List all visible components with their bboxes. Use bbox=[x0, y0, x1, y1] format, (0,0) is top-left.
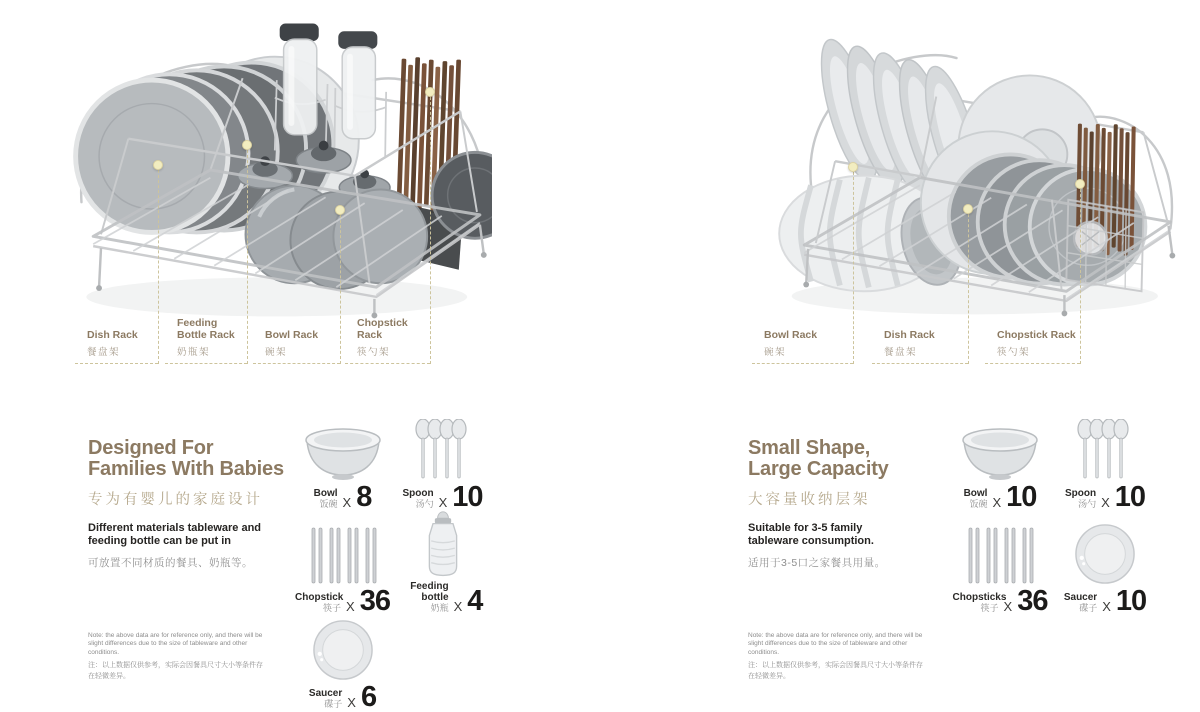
item-count: 10 bbox=[1006, 481, 1037, 514]
item-name-zh: 奶瓶 bbox=[430, 603, 449, 614]
callout-dish-rack bbox=[872, 316, 968, 364]
multiply-sign: X bbox=[346, 599, 355, 614]
leader-line bbox=[968, 209, 969, 364]
item-spoon bbox=[1055, 418, 1155, 514]
callout-feeding-bottle-rack bbox=[165, 316, 247, 364]
callout-label-zh: 餐盘架 bbox=[87, 347, 121, 358]
note-en: Note: the above data are for reference only, and there will be slight differences due to the size of tableware and other conditions. bbox=[748, 632, 923, 656]
callout-label-en: Dish Rack bbox=[884, 328, 935, 341]
leader-line bbox=[247, 145, 248, 364]
left-text-block bbox=[88, 438, 293, 570]
section-heading: Small Shape, Large Capacity bbox=[748, 437, 889, 480]
callout-dot bbox=[242, 140, 252, 150]
note-en: Note: the above data are for reference only, and there will be slight differences due to the size of tableware and other conditions. bbox=[88, 632, 263, 656]
leader-line bbox=[853, 167, 854, 364]
item-count: 10 bbox=[1115, 585, 1147, 618]
item-name: Bowl bbox=[313, 487, 338, 499]
item-name-zh: 筷子 bbox=[980, 603, 999, 614]
description-en: Suitable for 3-5 family tableware consumption. bbox=[748, 522, 874, 548]
right-capacity-grid bbox=[945, 418, 1155, 618]
right-rack-illustration bbox=[758, 0, 1182, 332]
callout-label-zh: 餐盘架 bbox=[884, 347, 918, 358]
bowl-icon bbox=[301, 425, 385, 481]
item-count: 36 bbox=[359, 585, 390, 618]
item-count: 10 bbox=[1114, 481, 1146, 514]
callout-label-en: Chopstick Rack bbox=[997, 328, 1076, 341]
section-heading: Designed For Families With Babies bbox=[88, 437, 284, 480]
description-zh: 可放置不同材质的餐具、奶瓶等。 bbox=[88, 557, 253, 570]
right-note bbox=[748, 632, 926, 682]
multiply-sign: X bbox=[438, 495, 448, 510]
item-name: Chopsticks bbox=[952, 591, 1007, 603]
callout-dot bbox=[425, 87, 435, 97]
leader-line bbox=[340, 210, 341, 364]
item-chopstick bbox=[290, 510, 395, 618]
multiply-sign: X bbox=[992, 495, 1002, 510]
note-zh: 注：以上数据仅供参考，实际会因餐具尺寸大小等条件存在轻微差异。 bbox=[88, 662, 263, 680]
chopsticks-icon bbox=[309, 527, 377, 585]
callout-dish-rack bbox=[75, 316, 158, 364]
callout-label-en: Feeding Bottle Rack bbox=[177, 317, 235, 341]
callout-chopstick-rack bbox=[345, 316, 430, 364]
leader-line bbox=[1080, 184, 1081, 364]
note-zh: 注：以上数据仅供参考，实际会因餐具尺寸大小等条件存在轻微差异。 bbox=[748, 662, 923, 680]
item-name: Bowl bbox=[963, 487, 988, 499]
item-bowl bbox=[290, 418, 395, 514]
section-heading-zh: 大容量收纳层架 bbox=[748, 492, 871, 509]
item-name: Feeding bottle bbox=[410, 581, 449, 603]
callout-dot bbox=[153, 160, 163, 170]
item-saucer bbox=[1055, 510, 1155, 618]
item-count: 36 bbox=[1017, 585, 1048, 618]
callout-label-zh: 筷勺架 bbox=[357, 347, 391, 358]
callout-chopstick-rack bbox=[985, 316, 1080, 364]
spoon-icon bbox=[414, 419, 472, 481]
item-name: Spoon bbox=[402, 487, 434, 499]
bowl-icon bbox=[958, 425, 1042, 481]
item-name: Saucer bbox=[308, 687, 343, 699]
callout-dot bbox=[335, 205, 345, 215]
feeding-bottle-icon bbox=[420, 510, 466, 577]
item-count: 10 bbox=[452, 481, 483, 514]
item-name-zh: 饭碗 bbox=[319, 499, 338, 510]
item-saucer bbox=[290, 614, 395, 710]
callout-bowl-rack bbox=[752, 316, 853, 364]
multiply-sign: X bbox=[1003, 599, 1013, 614]
callout-label-en: Bowl Rack bbox=[265, 328, 319, 341]
item-name-zh: 碟子 bbox=[1079, 603, 1098, 614]
callout-label-en: Chopstick Rack bbox=[357, 317, 408, 341]
leader-line bbox=[430, 92, 431, 364]
callout-label-zh: 碗架 bbox=[764, 347, 787, 358]
leader-line bbox=[158, 165, 159, 364]
item-name: Saucer bbox=[1063, 591, 1098, 603]
callout-label-zh: 碗架 bbox=[265, 347, 288, 358]
item-name: Chopstick bbox=[295, 591, 344, 603]
left-capacity-grid bbox=[290, 418, 490, 710]
section-heading-zh: 专为有婴儿的家庭设计 bbox=[88, 492, 263, 509]
callout-dot bbox=[848, 162, 858, 172]
callout-label-en: Dish Rack bbox=[87, 328, 138, 341]
saucer-icon bbox=[1074, 523, 1136, 585]
chopsticks-icon bbox=[966, 527, 1034, 585]
item-name-zh: 汤勺 bbox=[415, 499, 434, 510]
callout-label-zh: 奶瓶架 bbox=[177, 347, 211, 358]
left-rack-illustration bbox=[42, 2, 492, 334]
callout-dot bbox=[1075, 179, 1085, 189]
item-chopsticks bbox=[945, 510, 1055, 618]
item-name-zh: 汤勺 bbox=[1078, 499, 1097, 510]
item-count: 8 bbox=[356, 481, 372, 514]
item-spoon bbox=[395, 418, 490, 514]
item-count: 6 bbox=[360, 681, 377, 712]
multiply-sign: X bbox=[347, 695, 356, 710]
multiply-sign: X bbox=[1102, 599, 1111, 614]
item-bowl bbox=[945, 418, 1055, 514]
left-note bbox=[88, 632, 266, 682]
item-name-zh: 饭碗 bbox=[969, 499, 988, 510]
multiply-sign: X bbox=[1101, 495, 1110, 510]
callout-label-zh: 筷勺架 bbox=[997, 347, 1031, 358]
item-feeding-bottle bbox=[395, 510, 490, 618]
callout-label-en: Bowl Rack bbox=[764, 328, 818, 341]
spoon-icon bbox=[1076, 419, 1134, 481]
callout-dot bbox=[963, 204, 973, 214]
saucer-icon bbox=[312, 619, 374, 681]
item-name: Spoon bbox=[1064, 487, 1097, 499]
item-count: 4 bbox=[467, 585, 483, 618]
callout-bowl-rack bbox=[253, 316, 340, 364]
right-text-block bbox=[748, 438, 953, 570]
item-name-zh: 筷子 bbox=[323, 603, 342, 614]
multiply-sign: X bbox=[453, 599, 463, 614]
description-en: Different materials tableware and feeding bottle can be put in bbox=[88, 522, 262, 548]
description-zh: 适用于3-5口之家餐具用量。 bbox=[748, 557, 886, 570]
item-name-zh: 碟子 bbox=[324, 699, 343, 710]
multiply-sign: X bbox=[342, 495, 352, 510]
